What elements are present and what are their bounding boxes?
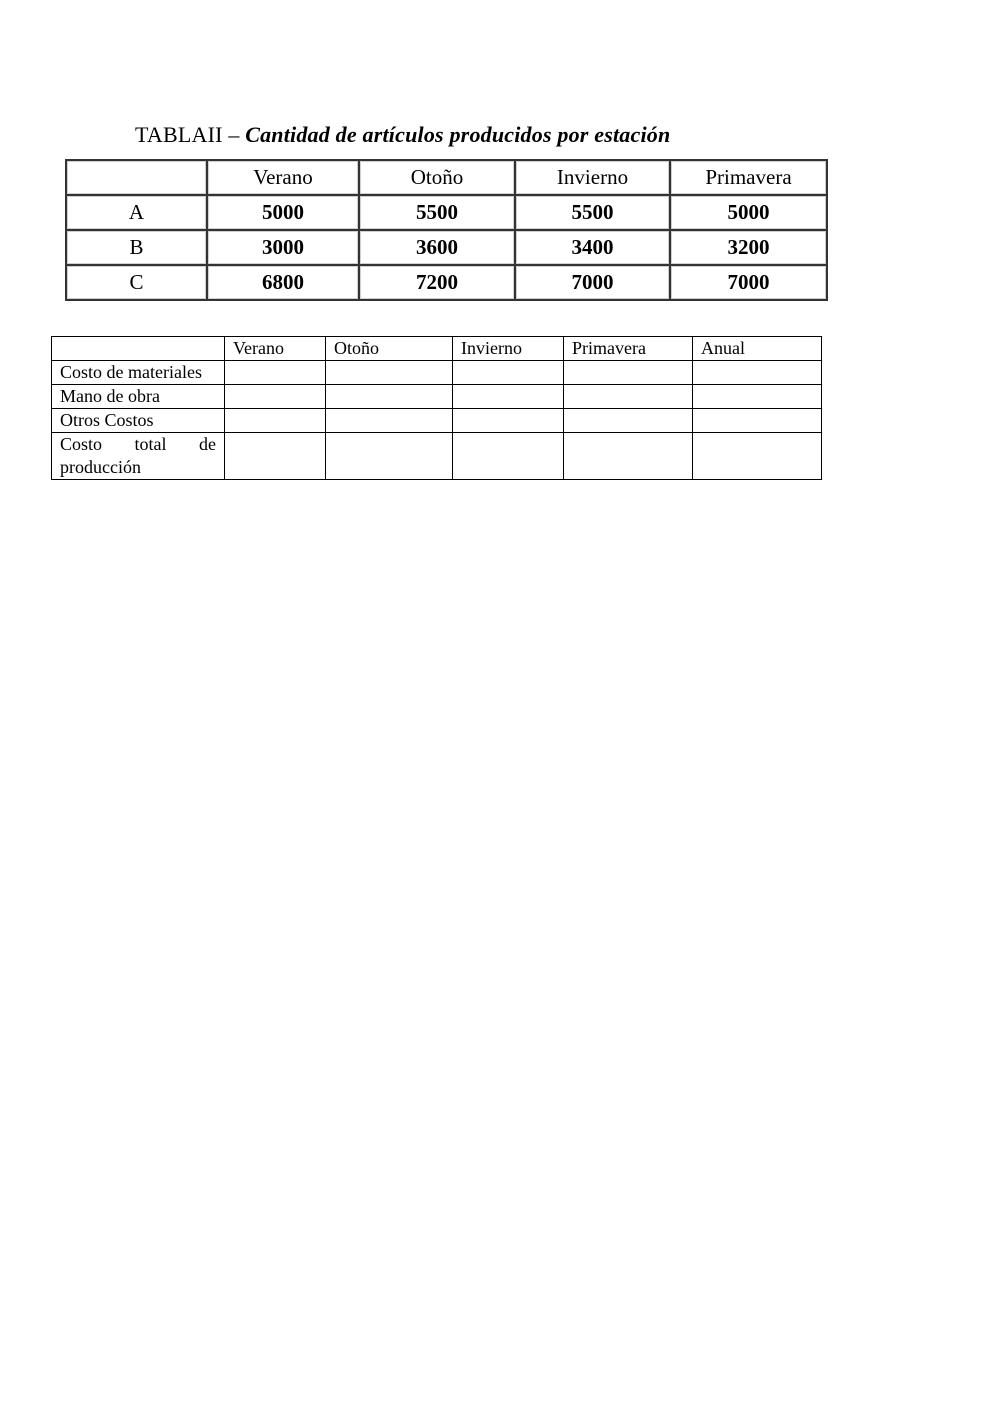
header-cell: Primavera (670, 160, 827, 195)
answer-cell[interactable] (326, 433, 453, 480)
table-cell: 3000 (207, 230, 359, 265)
header-cell: Primavera (564, 337, 693, 361)
table-cell: 6800 (207, 265, 359, 300)
header-cell (52, 337, 225, 361)
table-cell: 3600 (359, 230, 515, 265)
row-label: Costo total de producción (52, 433, 225, 480)
table-header-row (66, 160, 827, 195)
row-label: Costo de materiales (52, 361, 225, 385)
table-row (66, 265, 827, 300)
table-cell: 5500 (515, 195, 670, 230)
answer-cell[interactable] (326, 385, 453, 409)
answer-cell[interactable] (693, 409, 822, 433)
table2-title (135, 122, 670, 148)
answer-cell[interactable] (453, 433, 564, 480)
answer-cell[interactable] (453, 385, 564, 409)
table-cell: 5000 (207, 195, 359, 230)
table-cell: 7000 (515, 265, 670, 300)
production-table (65, 159, 828, 301)
table-row (52, 433, 822, 480)
answer-cell[interactable] (326, 361, 453, 385)
answer-cell[interactable] (225, 385, 326, 409)
row-label: A (66, 195, 207, 230)
header-cell: Invierno (515, 160, 670, 195)
header-cell: Verano (207, 160, 359, 195)
row-label: Otros Costos (52, 409, 225, 433)
header-cell: Otoño (326, 337, 453, 361)
answer-cell[interactable] (693, 361, 822, 385)
row-label: B (66, 230, 207, 265)
table-cell: 5500 (359, 195, 515, 230)
answer-cell[interactable] (225, 409, 326, 433)
header-cell: Otoño (359, 160, 515, 195)
cost-table (51, 336, 822, 480)
answer-cell[interactable] (453, 361, 564, 385)
table-row (52, 361, 822, 385)
table-header-row (52, 337, 822, 361)
answer-cell[interactable] (564, 433, 693, 480)
row-label: C (66, 265, 207, 300)
answer-cell[interactable] (326, 409, 453, 433)
header-cell (66, 160, 207, 195)
table-row (66, 195, 827, 230)
table-cell: 3400 (515, 230, 670, 265)
answer-cell[interactable] (693, 433, 822, 480)
table-row (52, 409, 822, 433)
table-row (66, 230, 827, 265)
table-cell: 7200 (359, 265, 515, 300)
table-cell: 5000 (670, 195, 827, 230)
table2-title-emphasis: Cantidad de artículos producidos por estación (245, 122, 671, 147)
answer-cell[interactable] (564, 409, 693, 433)
table-cell: 3200 (670, 230, 827, 265)
header-cell: Invierno (453, 337, 564, 361)
header-cell: Verano (225, 337, 326, 361)
header-cell: Anual (693, 337, 822, 361)
table2-title-prefix: TABLAII – (135, 122, 246, 147)
table-cell: 7000 (670, 265, 827, 300)
row-label: Mano de obra (52, 385, 225, 409)
table-row (52, 385, 822, 409)
answer-cell[interactable] (564, 361, 693, 385)
answer-cell[interactable] (225, 361, 326, 385)
answer-cell[interactable] (564, 385, 693, 409)
answer-cell[interactable] (225, 433, 326, 480)
answer-cell[interactable] (453, 409, 564, 433)
answer-cell[interactable] (693, 385, 822, 409)
